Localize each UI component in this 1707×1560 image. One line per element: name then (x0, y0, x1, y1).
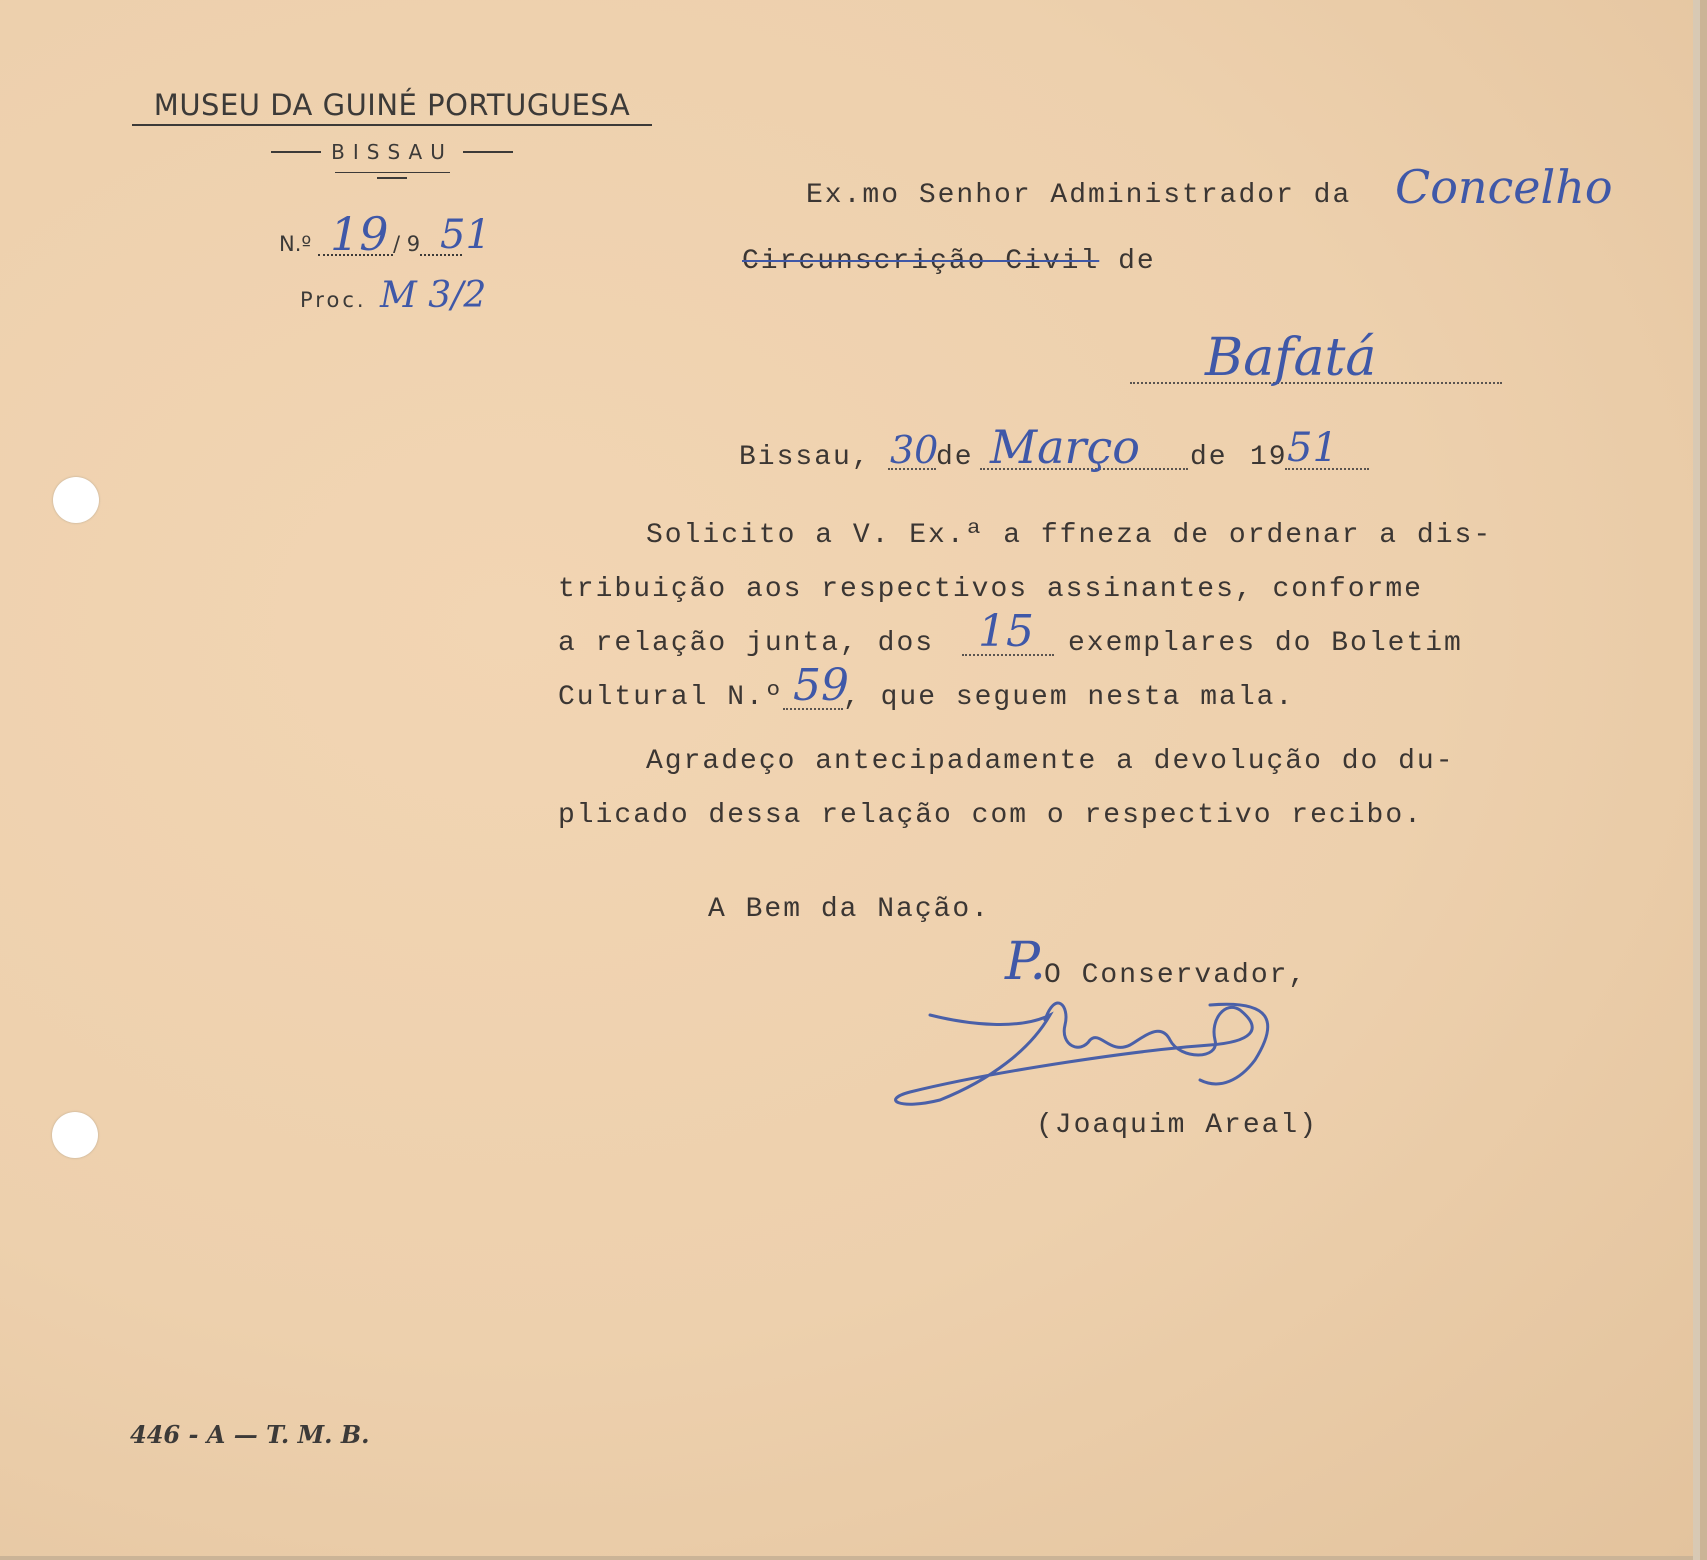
place-handwritten: Bafatá (1205, 328, 1377, 388)
issue-handwritten: 59 (793, 660, 849, 711)
body-p1-line2: tribuição aos respectivos assinantes, conforme (558, 574, 1423, 605)
letterhead (132, 88, 652, 179)
body-p1-line1: Solicito a V. Ex.ª a ffneza de ordenar a dis- (646, 520, 1493, 551)
struck-circunscricao: Circunscrição Civil (742, 246, 1100, 277)
date-city: Bissau, (739, 442, 871, 473)
month-handwritten: Março (990, 420, 1140, 474)
year-handwritten: 51 (440, 212, 491, 258)
year-printed-prefix: / 9 (392, 232, 421, 256)
dash-left (271, 151, 321, 153)
letterhead-short-rule (377, 177, 407, 179)
letterhead-city-line (132, 140, 652, 164)
addressee-de: de (1118, 246, 1156, 277)
signature-scribble (880, 920, 1350, 1120)
conservador-title: O Conservador, (1044, 960, 1308, 991)
date-year-handwritten: 51 (1287, 425, 1338, 471)
day-handwritten: 30 (890, 428, 939, 472)
proc-handwritten: M 3/2 (380, 275, 487, 316)
copies-handwritten: 15 (978, 606, 1034, 657)
addressee-line1: Ex.mo Senhor Administrador da (806, 180, 1352, 211)
letterhead-city: BISSAU (331, 140, 453, 164)
pp-handwritten: P. (1005, 932, 1046, 992)
year-printed: 19 (1250, 442, 1288, 473)
dash-right (463, 151, 513, 153)
salutation: A Bem da Nação. (708, 894, 991, 925)
proc-label: Proc. (300, 288, 367, 312)
number-label: N.º (279, 232, 312, 256)
punch-hole-bottom (52, 1112, 98, 1158)
body-p1-line3-b: exemplares do Boletim (1068, 628, 1463, 659)
paper-edge (1693, 0, 1700, 1560)
institution-name: MUSEU DA GUINÉ PORTUGUESA (132, 88, 652, 126)
body-p1-line4-b: , que seguem nesta mala. (843, 682, 1295, 713)
body-p1-line4-a: Cultural N.º (558, 682, 784, 713)
body-p1-line3-a: a relação junta, dos (558, 628, 935, 659)
punch-hole-top (53, 477, 99, 523)
form-code: 446 - A — T. M. B. (130, 1420, 370, 1449)
addressee-line2 (742, 246, 1156, 277)
letterhead-rule (335, 172, 450, 173)
body-p2-line2: plicado dessa relação com o respectivo recibo. (558, 800, 1423, 831)
signatory-name: (Joaquim Areal) (1036, 1110, 1319, 1141)
date-de-1: de (936, 442, 974, 473)
date-de-2: de (1190, 442, 1228, 473)
body-p2-line1: Agradeço antecipadamente a devolução do du- (646, 746, 1455, 777)
addressee-handwritten: Concelho (1395, 160, 1613, 214)
number-handwritten: 19 (330, 207, 389, 261)
